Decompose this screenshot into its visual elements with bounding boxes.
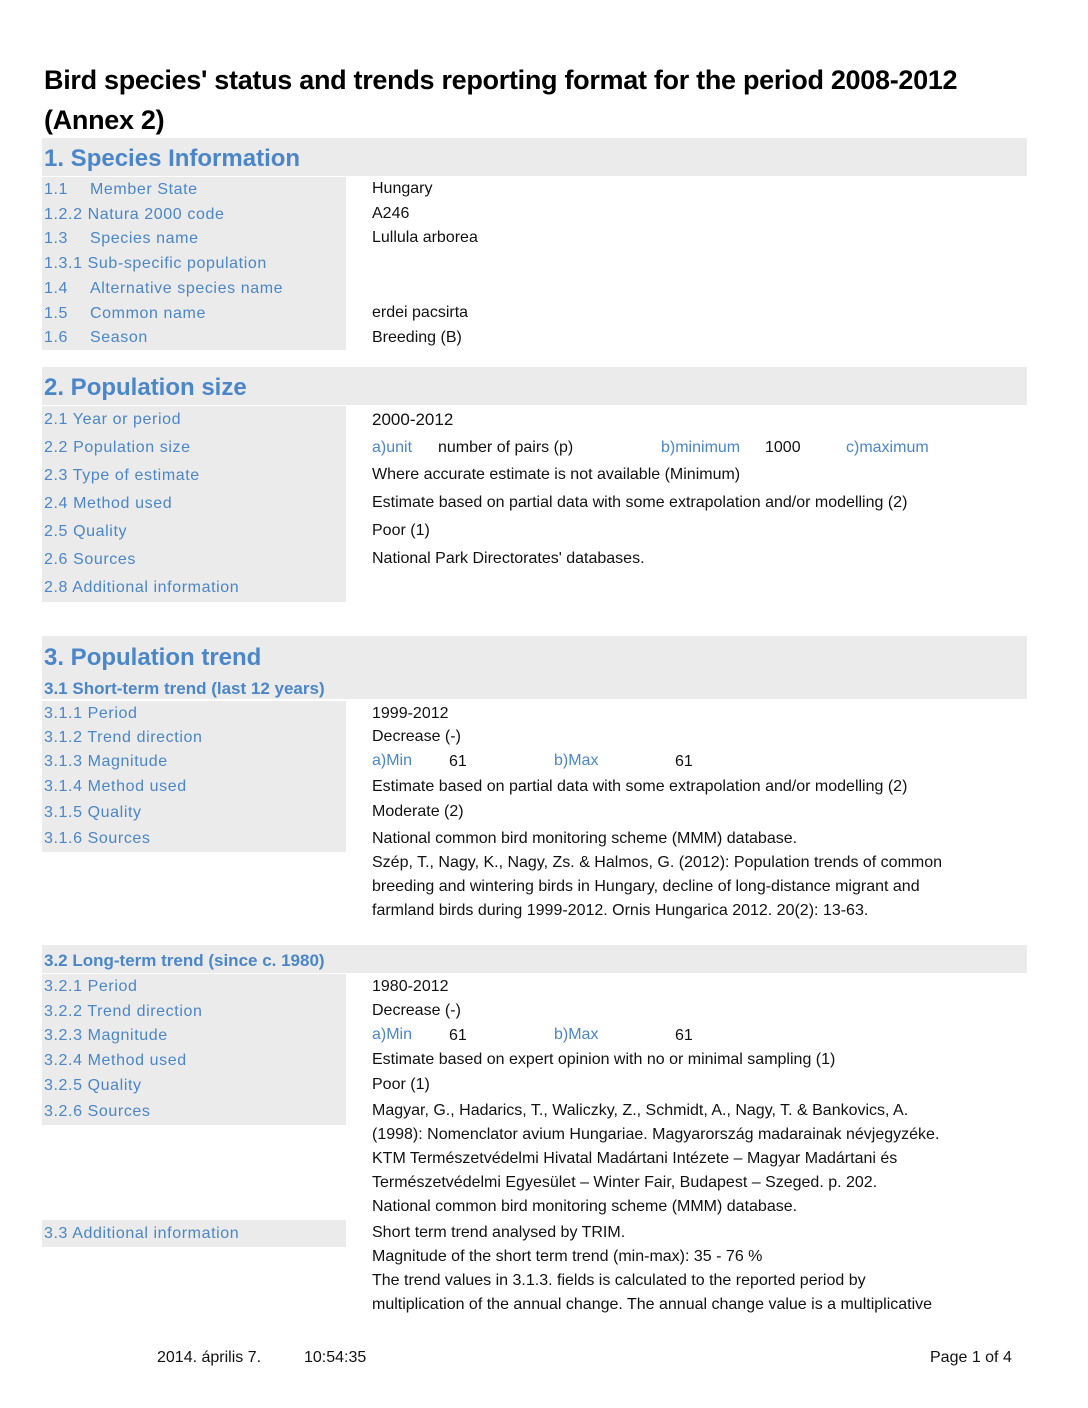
info-line: multiplication of the annual change. The annual change value is a multiplicative bbox=[372, 1296, 933, 1313]
value-common-name: erdei pacsirta bbox=[372, 304, 469, 321]
value-long-method-used: Estimate based on expert opinion with no or minimal sampling (1) bbox=[372, 1051, 836, 1068]
unit-value: number of pairs (p) bbox=[438, 439, 574, 456]
unit-label: a)unit bbox=[372, 439, 413, 456]
footer-page-number: Page 1 of 4 bbox=[930, 1349, 1012, 1366]
value-quality: Poor (1) bbox=[372, 522, 430, 539]
label-trend-additional-information: 3.3 Additional information bbox=[42, 1220, 346, 1247]
value-short-method-used: Estimate based on partial data with some extrapolation and/or modelling (2) bbox=[372, 778, 908, 795]
section-heading: 2. Population size bbox=[44, 374, 247, 401]
label-long-trend-direction: 3.2.2 Trend direction bbox=[42, 999, 346, 1024]
label-common-name: 1.5 Common name bbox=[42, 301, 346, 327]
value-long-period: 1980-2012 bbox=[372, 978, 449, 995]
subsection-short-term-heading: 3.1 Short-term trend (last 12 years) bbox=[44, 679, 325, 698]
source-line: National common bird monitoring scheme (MMM) database. bbox=[372, 1198, 798, 1215]
value-long-sources bbox=[372, 1099, 1022, 1219]
value-short-sources bbox=[372, 827, 1022, 923]
short-max-value: 61 bbox=[675, 753, 693, 770]
short-min-label: a)Min bbox=[372, 752, 413, 769]
label-short-period: 3.1.1 Period bbox=[42, 701, 346, 726]
value-short-period: 1999-2012 bbox=[372, 705, 449, 722]
label-long-period: 3.2.1 Period bbox=[42, 974, 346, 999]
value-sources: National Park Directorates' databases. bbox=[372, 550, 645, 567]
label-short-sources: 3.1.6 Sources bbox=[42, 826, 346, 852]
long-min-value: 61 bbox=[449, 1027, 467, 1044]
document-title: Bird species' status and trends reporting format for the period 2008-2012 (Annex 2) bbox=[44, 65, 958, 135]
minimum-value: 1000 bbox=[765, 439, 801, 456]
value-short-quality: Moderate (2) bbox=[372, 803, 464, 820]
label-long-sources: 3.2.6 Sources bbox=[42, 1098, 346, 1125]
value-type-of-estimate: Where accurate estimate is not available (Minimum) bbox=[372, 466, 741, 483]
source-line: National common bird monitoring scheme (MMM) database. bbox=[372, 830, 798, 847]
value-year-or-period: 2000-2012 bbox=[372, 410, 454, 429]
label-long-magnitude: 3.2.3 Magnitude bbox=[42, 1023, 346, 1048]
label-short-magnitude: 3.1.3 Magnitude bbox=[42, 749, 346, 774]
label-long-method-used: 3.2.4 Method used bbox=[42, 1048, 346, 1073]
short-max-label: b)Max bbox=[554, 752, 599, 769]
source-line: (1998): Nomenclator avium Hungariae. Magyarország madarainak névjegyzéke. bbox=[372, 1126, 940, 1143]
value-method-used: Estimate based on partial data with some extrapolation and/or modelling (2) bbox=[372, 494, 908, 511]
label-type-of-estimate: 2.3 Type of estimate bbox=[42, 462, 346, 490]
value-species-name: Lullula arborea bbox=[372, 229, 478, 246]
label-short-method-used: 3.1.4 Method used bbox=[42, 774, 346, 800]
long-max-label: b)Max bbox=[554, 1026, 599, 1043]
source-line: KTM Természetvédelmi Hivatal Madártani Intézete – Magyar Madártani és bbox=[372, 1150, 898, 1167]
label-sub-specific-population: 1.3.1 Sub-specific population bbox=[42, 251, 346, 277]
source-line: Magyar, G., Hadarics, T., Waliczky, Z., Schmidt, A., Nagy, T. & Bankovics, A. bbox=[372, 1102, 909, 1119]
label-natura-code: 1.2.2 Natura 2000 code bbox=[42, 202, 346, 228]
label-short-quality: 3.1.5 Quality bbox=[42, 800, 346, 826]
label-species-name: 1.3 Species name bbox=[42, 226, 346, 252]
label-long-quality: 3.2.5 Quality bbox=[42, 1073, 346, 1098]
subsection-long-term-header bbox=[42, 945, 1027, 973]
value-long-trend-direction: Decrease (-) bbox=[372, 1002, 461, 1019]
section-heading: 3. Population trend bbox=[44, 644, 262, 671]
section-heading: 1. Species Information bbox=[44, 145, 301, 172]
label-season: 1.6 Season bbox=[42, 326, 346, 350]
value-member-state: Hungary bbox=[372, 180, 433, 197]
section-species-information-header bbox=[42, 138, 1027, 176]
section-population-size-header bbox=[42, 367, 1027, 405]
label-quality: 2.5 Quality bbox=[42, 518, 346, 546]
value-trend-additional-information bbox=[372, 1221, 1022, 1317]
info-line: Short term trend analysed by TRIM. bbox=[372, 1224, 626, 1241]
label-member-state: 1.1 Member State bbox=[42, 177, 346, 203]
footer-time: 10:54:35 bbox=[304, 1349, 367, 1366]
short-min-value: 61 bbox=[449, 753, 467, 770]
long-max-value: 61 bbox=[675, 1027, 693, 1044]
info-line: The trend values in 3.1.3. fields is calculated to the reported period by bbox=[372, 1272, 866, 1289]
label-year-or-period: 2.1 Year or period bbox=[42, 406, 346, 434]
section-population-trend-header bbox=[42, 636, 1027, 699]
value-long-quality: Poor (1) bbox=[372, 1076, 430, 1093]
value-natura-code: A246 bbox=[372, 205, 410, 222]
label-short-trend-direction: 3.1.2 Trend direction bbox=[42, 725, 346, 750]
long-min-label: a)Min bbox=[372, 1026, 413, 1043]
label-method-used: 2.4 Method used bbox=[42, 490, 346, 518]
source-line: breeding and wintering birds in Hungary, decline of long-distance migrant and bbox=[372, 878, 920, 895]
label-additional-information: 2.8 Additional information bbox=[42, 574, 346, 602]
value-short-trend-direction: Decrease (-) bbox=[372, 728, 461, 745]
source-line: farmland birds during 1999-2012. Ornis Hungarica 2012. 20(2): 13-63. bbox=[372, 902, 869, 919]
maximum-label: c)maximum bbox=[846, 439, 929, 456]
minimum-label: b)minimum bbox=[661, 439, 741, 456]
label-population-size: 2.2 Population size bbox=[42, 434, 346, 462]
footer-date: 2014. április 7. bbox=[157, 1349, 262, 1366]
info-line: Magnitude of the short term trend (min-max): 35 - 76 % bbox=[372, 1248, 763, 1265]
value-season: Breeding (B) bbox=[372, 329, 462, 346]
label-alternative-species-name: 1.4 Alternative species name bbox=[42, 276, 346, 302]
label-sources: 2.6 Sources bbox=[42, 546, 346, 574]
source-line: Szép, T., Nagy, K., Nagy, Zs. & Halmos, G. (2012): Population trends of common bbox=[372, 854, 943, 871]
subsection-long-term-heading: 3.2 Long-term trend (since c. 1980) bbox=[44, 951, 325, 970]
source-line: Természetvédelmi Egyesület – Winter Fair, Budapest – Szeged. p. 202. bbox=[372, 1174, 878, 1191]
